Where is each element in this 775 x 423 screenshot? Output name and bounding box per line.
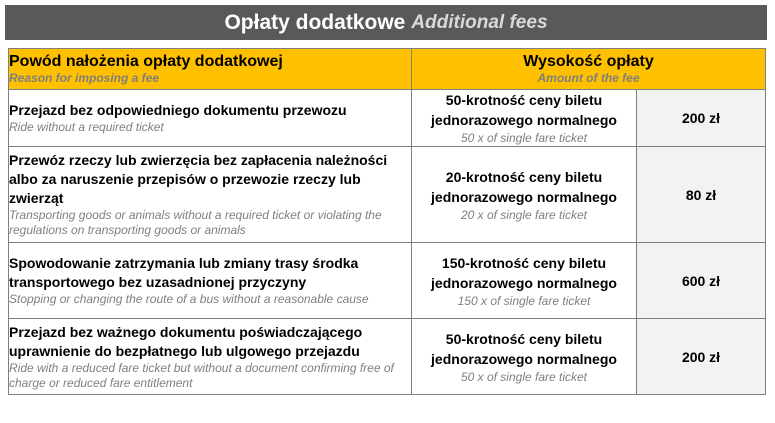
reason-cell (9, 147, 412, 243)
reason-header-pl: Powód nałożenia opłaty dodatkowej (9, 53, 283, 70)
reason-pl: Przejazd bez odpowiedniego dokumentu przewozu (9, 102, 347, 118)
reason-cell (9, 319, 412, 395)
price-cell: 200 zł (637, 90, 766, 147)
reason-cell (9, 90, 412, 147)
amount-header (412, 49, 766, 90)
multiplier-en: 50 x of single fare ticket (460, 369, 588, 384)
multiplier-cell (412, 147, 637, 243)
table-row (9, 90, 766, 147)
page-title (5, 5, 767, 40)
multiplier-pl: 20-krotność ceny biletu jednorazowego normalnego (431, 168, 617, 205)
amount-header-en: Amount of the fee (537, 71, 640, 85)
reason-pl: Przejazd bez ważnego dokumentu poświadczającego uprawnienie do bezpłatnego lub ulgowego przejazdu (9, 323, 363, 359)
multiplier-pl: 150-krotność ceny biletu jednorazowego normalnego (431, 254, 617, 291)
multiplier-cell (412, 243, 637, 319)
price-cell: 600 zł (637, 243, 766, 319)
reason-header-en: Reason for imposing a fee (9, 71, 160, 85)
table-row (9, 319, 766, 395)
reason-en: Ride with a reduced fare ticket but without a document confirming free of charge or reduced fare entitlement (9, 360, 394, 390)
multiplier-en: 20 x of single fare ticket (460, 207, 588, 222)
title-english: Additional fees (411, 11, 548, 33)
table-row (9, 243, 766, 319)
multiplier-en: 150 x of single fare ticket (457, 293, 591, 308)
reason-pl: Przewóz rzeczy lub zwierzęcia bez zapłacenia należności albo za naruszenie przepisów o przewozie rzeczy lub zwierząt (9, 152, 388, 206)
reason-en: Transporting goods or animals without a required ticket or violating the regulations on transporting goods or animals (9, 208, 382, 237)
multiplier-cell (412, 90, 637, 147)
reason-header (9, 49, 412, 90)
multiplier-cell (412, 319, 637, 395)
multiplier-en: 50 x of single fare ticket (460, 131, 588, 145)
table-row (9, 147, 766, 243)
reason-en: Ride without a required ticket (9, 120, 164, 134)
reason-pl: Spowodowanie zatrzymania lub zmiany trasy środka transportowego bez uzasadnionej przyczyny (9, 255, 359, 290)
price-cell: 200 zł (637, 319, 766, 395)
fees-table (8, 48, 766, 395)
price-cell: 80 zł (637, 147, 766, 243)
multiplier-pl: 50-krotność ceny biletu jednorazowego normalnego (431, 92, 617, 128)
reason-en: Stopping or changing the route of a bus without a reasonable cause (9, 292, 369, 306)
title-polish: Opłaty dodatkowe (224, 10, 406, 34)
amount-header-pl: Wysokość opłaty (523, 53, 654, 70)
table-header-row (9, 49, 766, 90)
multiplier-pl: 50-krotność ceny biletu jednorazowego normalnego (431, 330, 617, 367)
reason-cell (9, 243, 412, 319)
